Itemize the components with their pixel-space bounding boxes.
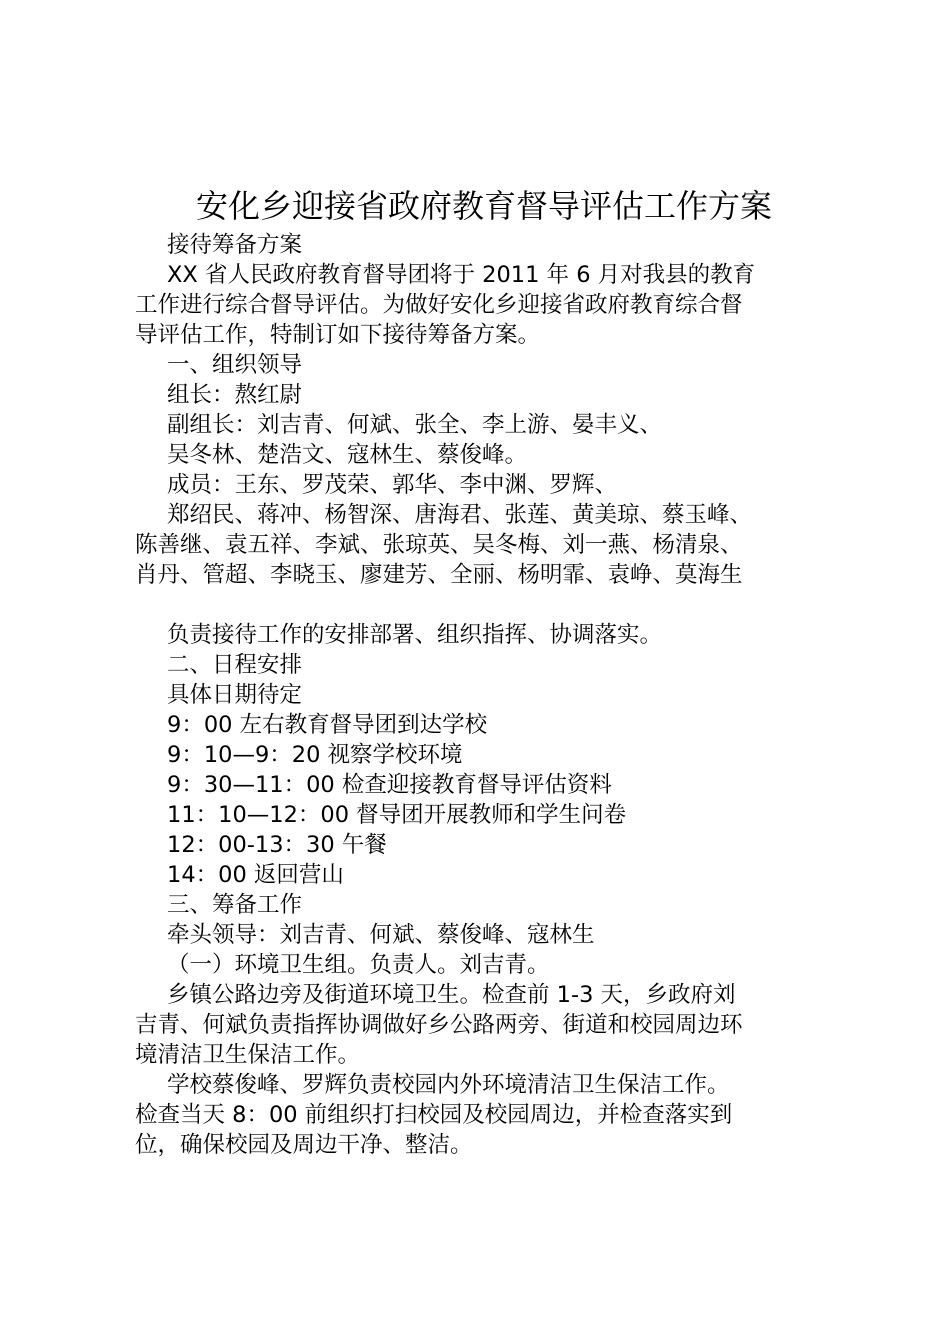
schedule-item: 9：10—9：20 视察学校环境 [167,742,463,768]
document-title: 安化乡迎接省政府教育督导评估工作方案 [195,187,772,225]
schedule-item: 9：00 左右教育督导团到达学校 [167,712,488,738]
duty: 负责接待工作的安排部署、组织指挥、协调落实。 [167,622,663,648]
group-heading: （一）环境卫生组。负责人。刘吉青。 [167,952,550,978]
intro-line: 工作进行综合督导评估。为做好安化乡迎接省政府教育综合督 [135,292,743,318]
section-heading: 一、组织领导 [167,352,303,378]
members: 陈善继、袁五祥、李斌、张琼英、吴冬梅、刘一燕、杨清泉、 [135,532,743,558]
members: 成员：王东、罗茂荣、郭华、李中渊、罗辉、 [167,472,618,498]
schedule-item: 12：00-13：30 午餐 [167,832,387,858]
section-heading: 三、筹备工作 [167,892,303,918]
members: 肖丹、管超、李晓玉、廖建芳、全丽、杨明霏、袁峥、莫海生 [135,562,743,588]
paragraph-line: 检查当天 8：00 前组织打扫校园及校园周边，并检查落实到 [135,1102,733,1128]
schedule-item: 11：10—12：00 督导团开展教师和学生问卷 [167,802,627,828]
schedule-item: 9：30—11：00 检查迎接教育督导评估资料 [167,772,612,798]
deputy-leaders: 吴冬林、楚浩文、寇林生、蔡俊峰。 [167,442,528,468]
section-heading: 二、日程安排 [167,652,303,678]
intro-line: XX 省人民政府教育督导团将于 2011 年 6 月对我县的教育 [167,262,756,288]
date-note: 具体日期待定 [167,682,303,708]
paragraph-line: 位，确保校园及周边干净、整洁。 [135,1132,473,1158]
members: 郑绍民、蒋冲、杨智深、唐海君、张莲、黄美琼、蔡玉峰、 [167,502,753,528]
blank-line [135,590,825,620]
paragraph-line: 乡镇公路边旁及街道环境卫生。检查前 1-3 天，乡政府刘 [167,982,736,1008]
subtitle: 接待筹备方案 [167,232,303,258]
schedule-item: 14：00 返回营山 [167,862,344,888]
intro-line: 导评估工作，特制订如下接待筹备方案。 [135,322,541,348]
paragraph-line: 学校蔡俊峰、罗辉负责校园内外环境清洁卫生保洁工作。 [167,1072,730,1098]
paragraph-line: 吉青、何斌负责指挥协调做好乡公路两旁、街道和校园周边环 [135,1012,743,1038]
group-leader: 组长：熬红尉 [167,382,303,408]
paragraph-line: 境清洁卫生保洁工作。 [135,1042,361,1068]
lead-leaders: 牵头领导：刘吉青、何斌、蔡俊峰、寇林生 [167,922,595,948]
deputy-leaders: 副组长：刘吉青、何斌、张全、李上游、晏丰义、 [167,412,663,438]
document-page [135,186,825,1160]
